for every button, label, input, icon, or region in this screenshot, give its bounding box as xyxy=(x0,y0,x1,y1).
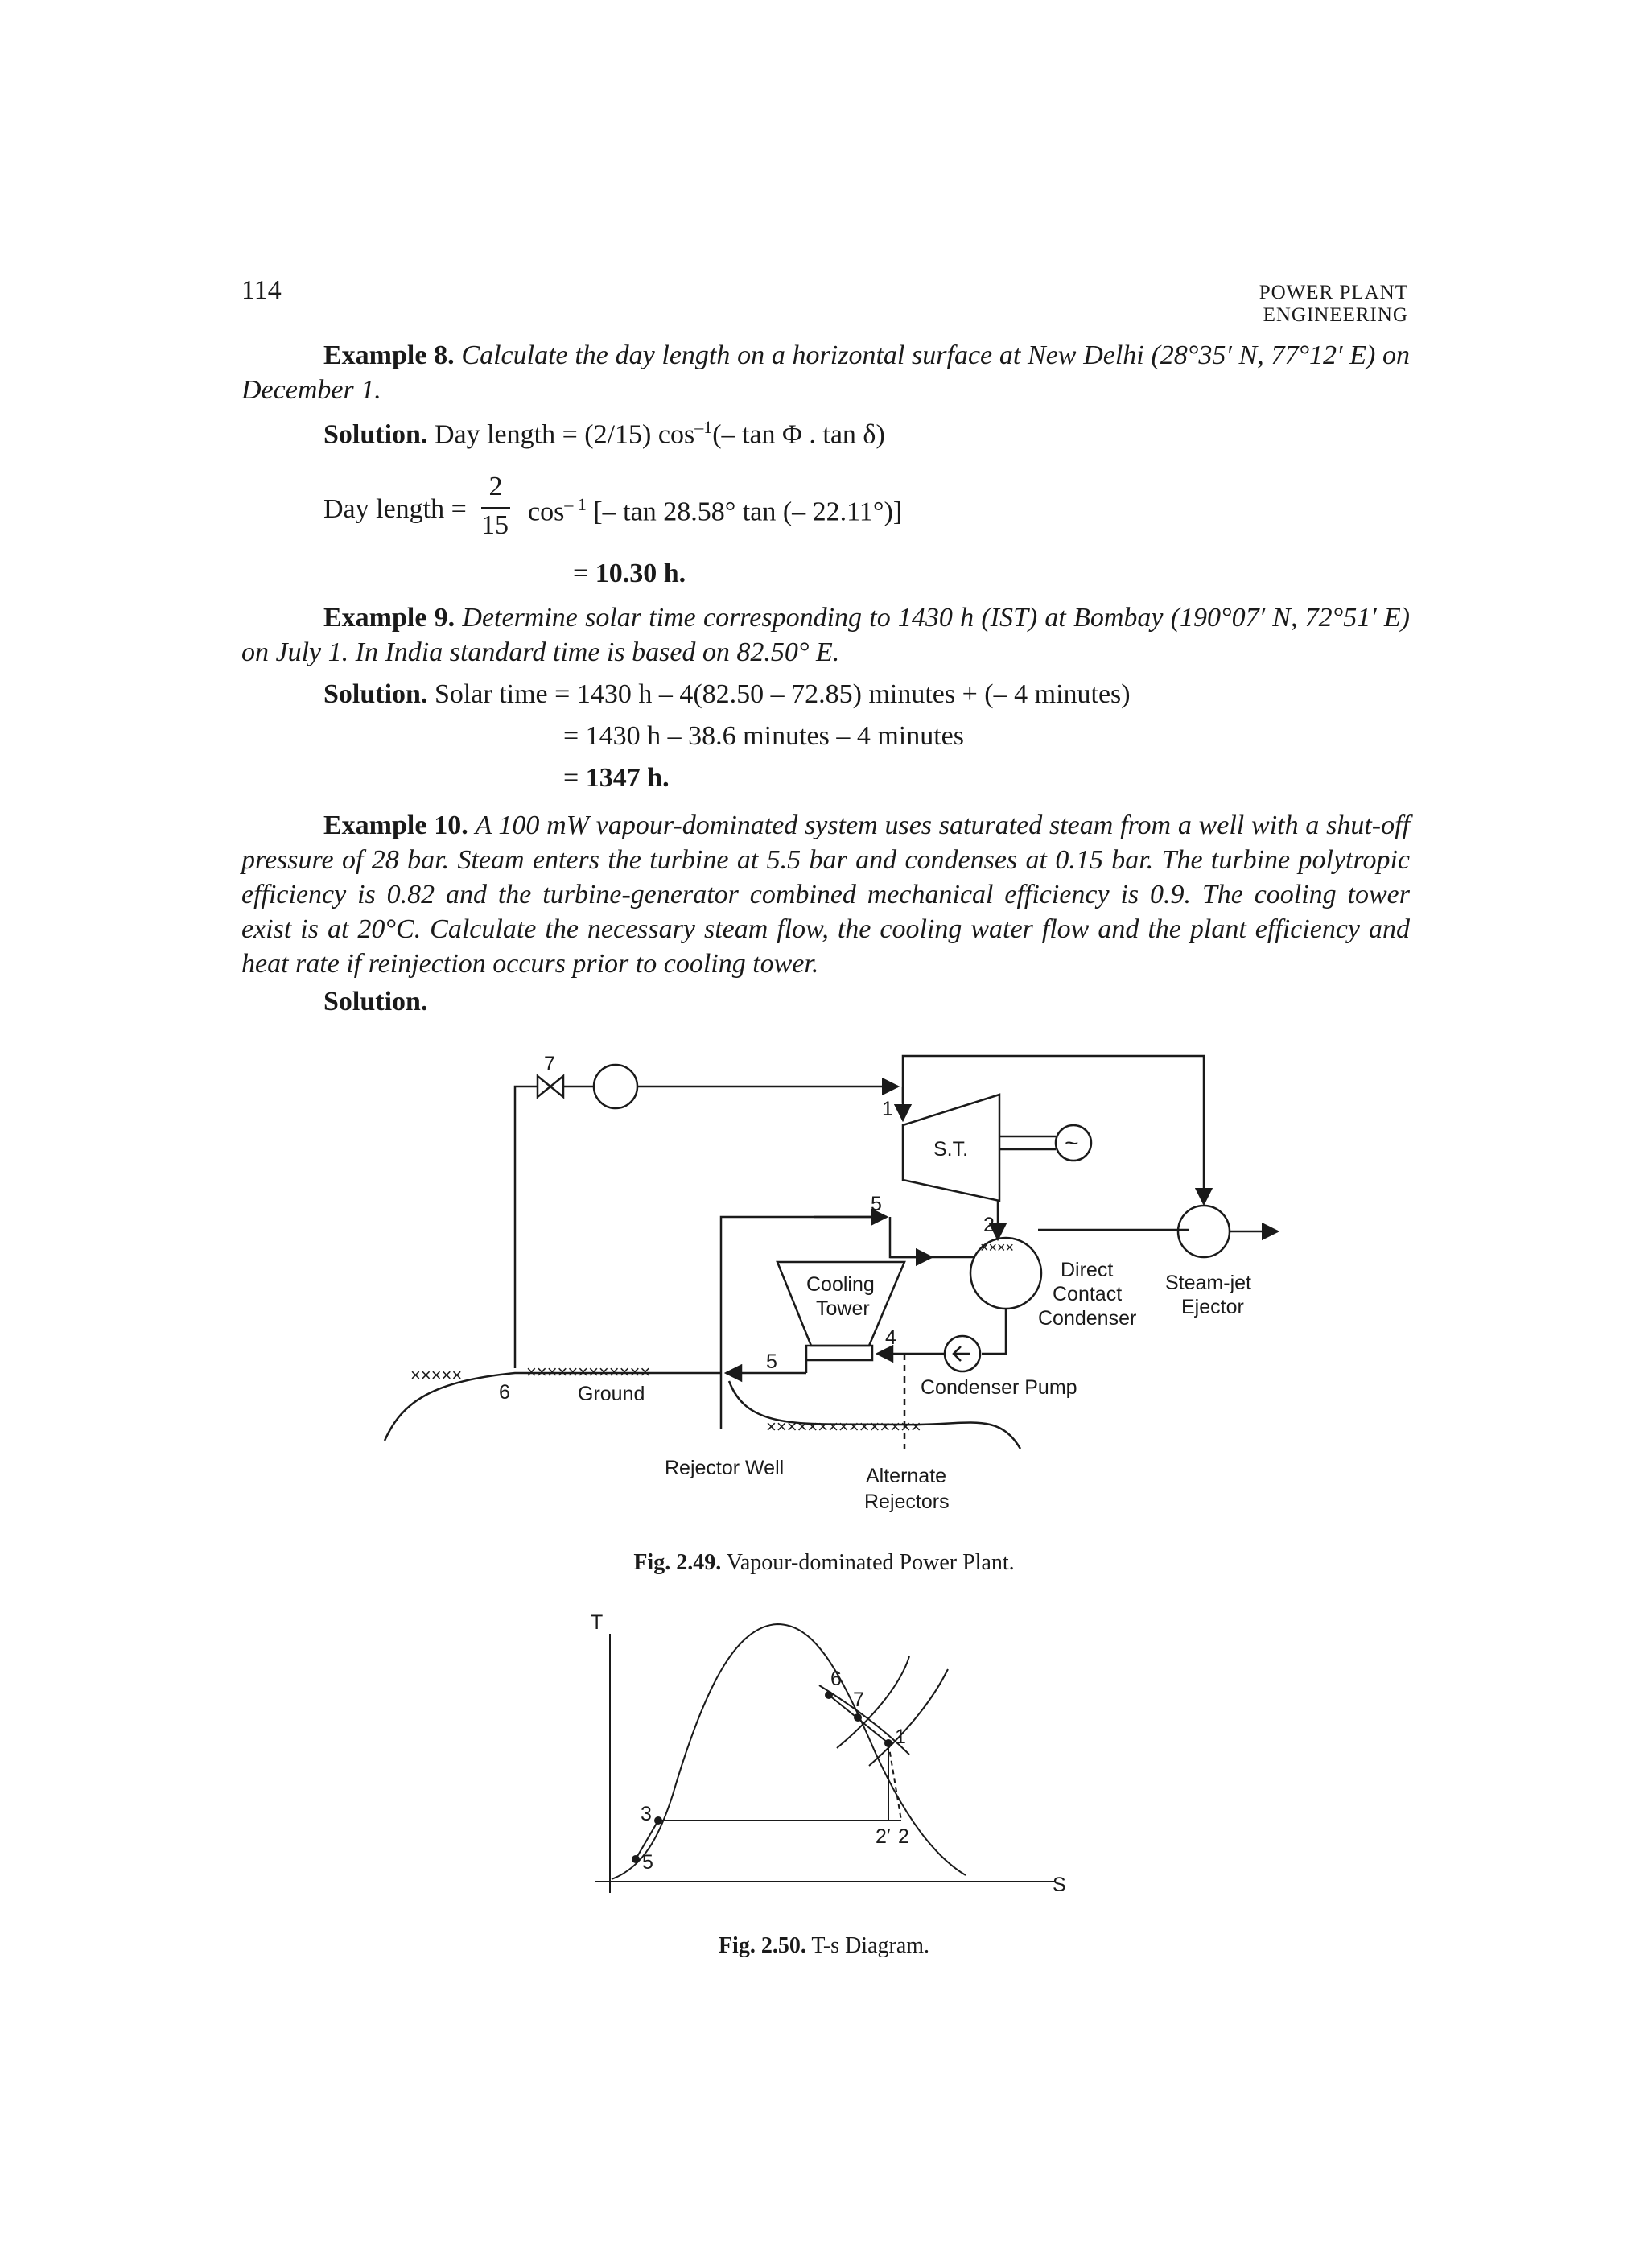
point-1-label: 1 xyxy=(895,1726,906,1748)
calc-cos: cos xyxy=(528,497,565,527)
point-3-label: 3 xyxy=(641,1803,652,1825)
example-8-solution-label: Solution. xyxy=(323,419,428,450)
result-value: 10.30 h. xyxy=(595,559,686,588)
label-n4: 4 xyxy=(885,1326,896,1349)
example-9-text: Determine solar time corresponding to 1430 h (IST) at Bombay (190°07′ N, 72°51′ E) on July 1. In India standard time is based on 82.50° E. xyxy=(241,603,1411,667)
fraction-numerator: 2 xyxy=(488,472,503,501)
example-9-label: Example 9. xyxy=(323,603,455,633)
generator-icon: ~ xyxy=(1065,1130,1079,1157)
point-6-marker xyxy=(825,1691,833,1699)
example-9-solution-label: Solution. xyxy=(323,679,428,709)
fig-2-50-text: T-s Diagram. xyxy=(811,1933,930,1958)
label-steamjet: Steam-jet xyxy=(1165,1272,1251,1294)
point-5-label: 5 xyxy=(642,1851,653,1874)
example-8-label: Example 8. xyxy=(323,340,455,370)
point-3-marker xyxy=(654,1816,662,1825)
label-n6: 6 xyxy=(499,1381,510,1404)
result-value-9: 1347 h. xyxy=(585,763,670,793)
point-7-label: 7 xyxy=(853,1689,864,1711)
fig-2-50-label: Fig. 2.50. xyxy=(718,1933,806,1958)
fraction-denominator: 15 xyxy=(481,510,509,540)
page-number: 114 xyxy=(241,275,282,305)
point-5-marker xyxy=(632,1855,640,1863)
label-st: S.T. xyxy=(933,1138,969,1161)
label-rejector: Rejector Well xyxy=(665,1457,785,1479)
axis-t-label: T xyxy=(591,1611,604,1634)
calc-sup: – 1 xyxy=(564,494,587,514)
label-rejectors: Rejectors xyxy=(864,1491,950,1513)
label-ejector: Ejector xyxy=(1181,1296,1244,1318)
formula-tail: (– tan Φ . tan δ) xyxy=(712,419,885,450)
fig-2-49-text: Vapour-dominated Power Plant. xyxy=(726,1550,1015,1575)
label-ground: Ground xyxy=(578,1383,645,1405)
ground-marks-right: ××××××××××××××× xyxy=(766,1416,921,1437)
label-n2: 2 xyxy=(983,1214,995,1236)
label-contact: Contact xyxy=(1053,1283,1123,1305)
point-6-label: 6 xyxy=(830,1668,842,1690)
calc-prefix: Day length = xyxy=(323,494,467,524)
label-n7: 7 xyxy=(544,1053,555,1075)
example-8-text: Calculate the day length on a horizontal surface at New Delhi (28°35′ N, 77°12′ E) on December 1. xyxy=(241,340,1411,405)
saturation-dome xyxy=(612,1624,966,1879)
isobar-3 xyxy=(869,1669,948,1766)
formula-prefix: Day length xyxy=(434,419,556,450)
calc-tail: [– tan 28.58° tan (– 22.11°)] xyxy=(593,497,903,527)
label-n5a: 5 xyxy=(871,1193,882,1215)
example-9-line-2: = 1430 h – 38.6 minutes – 4 minutes xyxy=(563,721,964,751)
formula-sup: –1 xyxy=(694,417,713,437)
label-n1: 1 xyxy=(882,1098,893,1120)
axis-s-label: S xyxy=(1053,1874,1066,1896)
label-condpump: Condenser Pump xyxy=(921,1376,1077,1399)
example-10-label: Example 10. xyxy=(323,810,468,840)
label-cooling: Cooling xyxy=(806,1273,875,1296)
formula-body: = (2/15) cos xyxy=(562,419,695,450)
result-eq-9: = xyxy=(563,763,579,793)
example-10-text: A 100 mW vapour-dominated system uses saturated steam from a well with a shut-off pressure of 28 bar. Steam enters the turbine at 5.5 bar and condenses at 0.15 bar. The turbine polytropic efficiency is 0.82 and the turbine-generator combined mechanical efficiency is 0.9. The cooling tower exist is at 20°C. Calculate the necessary steam flow, the cooling water flow and the plant efficiency and heat rate if reinjection occurs prior to cooling tower. xyxy=(241,810,1411,979)
fig-2-50-caption xyxy=(0,1933,1648,1959)
point-2-label: 2 xyxy=(898,1825,909,1848)
label-tower: Tower xyxy=(816,1297,870,1320)
result-eq: = xyxy=(573,559,589,588)
ground-marks-mid: ×××××××××××× xyxy=(526,1362,651,1382)
solar-time-line: Solar time = 1430 h – 4(82.50 – 72.85) minutes + (– 4 minutes) xyxy=(434,679,1131,709)
label-condenser: Condenser xyxy=(1038,1307,1137,1330)
point-2prime-label: 2′ xyxy=(876,1825,891,1848)
label-n5b: 5 xyxy=(766,1350,777,1373)
condenser-sprays: ×××× xyxy=(980,1239,1015,1256)
fig-2-49-label: Fig. 2.49. xyxy=(633,1550,722,1575)
label-direct: Direct xyxy=(1061,1259,1114,1281)
ground-marks-left: ××××× xyxy=(410,1365,463,1385)
example-10-solution-label: Solution. xyxy=(323,987,428,1016)
label-alternate: Alternate xyxy=(866,1465,947,1487)
running-title: POWER PLANT ENGINEERING xyxy=(1259,282,1408,326)
point-7-marker xyxy=(854,1713,862,1722)
point-1-marker xyxy=(884,1739,892,1747)
